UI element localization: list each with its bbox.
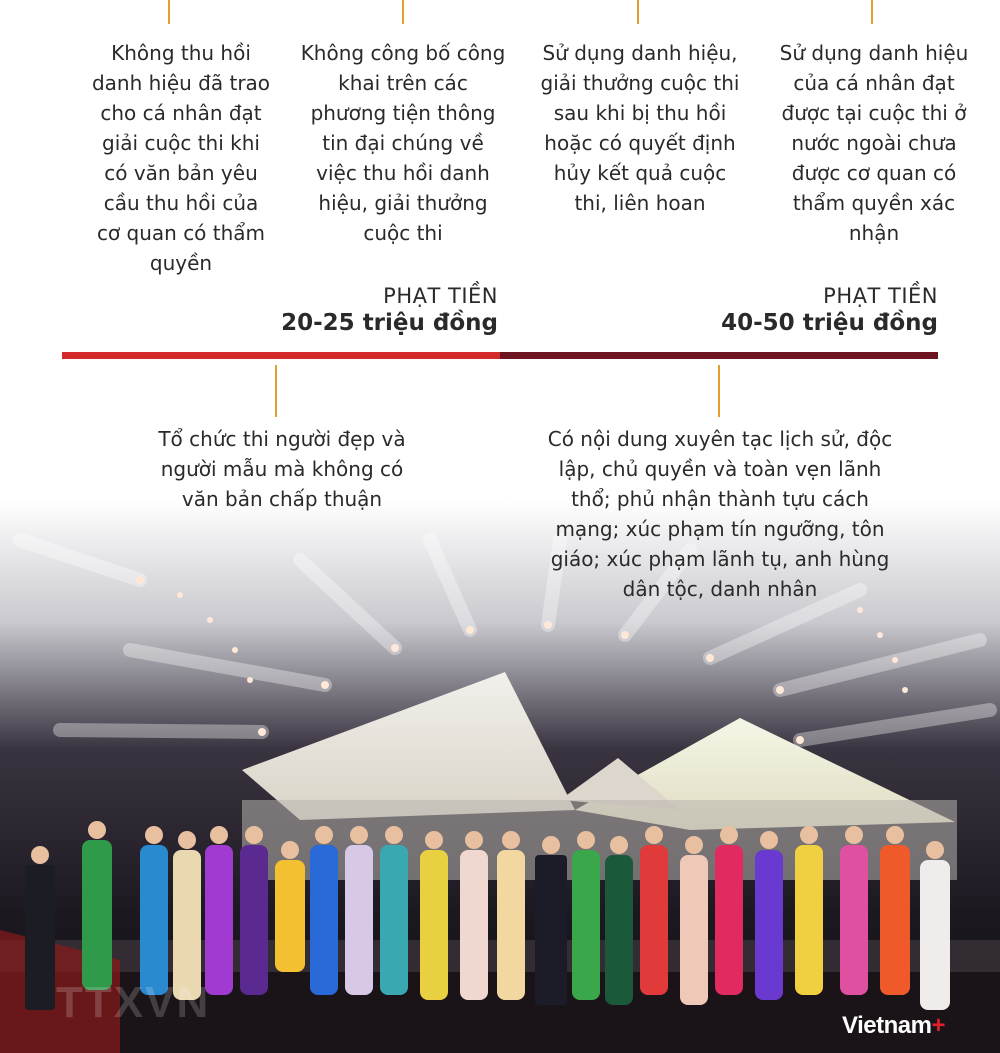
fine-bar-right (500, 352, 938, 359)
fine-amount: 20-25 triệu đồng (281, 310, 498, 336)
violation-text: Tổ chức thi người đẹp và người mẫu mà không có văn bản chấp thuận (158, 427, 406, 511)
logo-plus: + (931, 1012, 945, 1039)
violation-text: Sử dụng danh hiệu của cá nhân đạt được tại cuộc thi ở nước ngoài chưa được cơ quan có thẩm quyền xác nhận (779, 41, 969, 245)
brand-logo (842, 1012, 945, 1040)
connector-tick (168, 0, 170, 24)
fine-kind: PHẠT TIỀN (823, 284, 938, 308)
fine-kind: PHẠT TIỀN (383, 284, 498, 308)
connector-tick (718, 365, 720, 417)
fine-label-left (240, 284, 498, 336)
fine-label-right (680, 284, 938, 336)
logo-text: Vietnam (842, 1012, 932, 1039)
connector-tick (871, 0, 873, 24)
watermark: TTXVN (56, 978, 211, 1027)
connector-tick (275, 365, 277, 417)
violation-text: Không thu hồi danh hiệu đã trao cho cá nhân đạt giải cuộc thi khi có văn bản yêu cầu thu hồi của cơ quan có thẩm quyền (91, 41, 271, 275)
violation-text: Không công bố công khai trên các phương tiện thông tin đại chúng về việc thu hồi danh hiệu, giải thưởng cuộc thi (300, 41, 506, 245)
fine-bar-left (62, 352, 500, 359)
fine-amount: 40-50 triệu đồng (721, 310, 938, 336)
violation-text: Sử dụng danh hiệu, giải thưởng cuộc thi sau khi bị thu hồi hoặc có quyết định hủy kết quả cuộc thi, liên hoan (540, 41, 740, 215)
connector-tick (637, 0, 639, 24)
violation-text: Có nội dung xuyên tạc lịch sử, độc lập, chủ quyền và toàn vẹn lãnh thổ; phủ nhận thành tựu cách mạng; xúc phạm tín ngưỡng, tôn giáo; xúc phạm lãnh tụ, anh hùng dân tộc, danh nhân (547, 427, 893, 601)
connector-tick (402, 0, 404, 24)
